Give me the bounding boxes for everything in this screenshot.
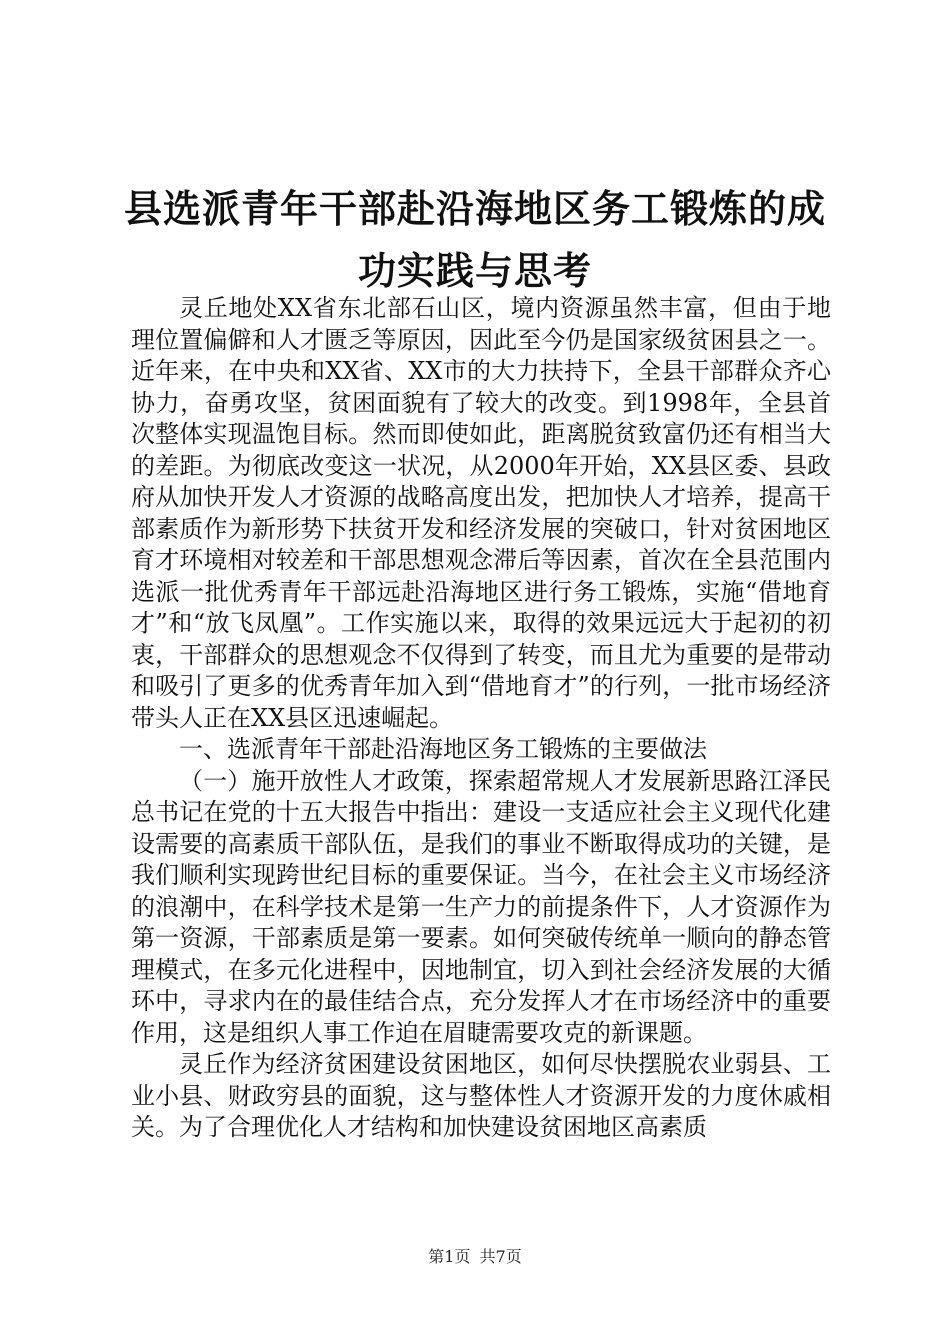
page-number: 第1页 xyxy=(428,1247,471,1266)
section-heading: 一、选派青年干部赴沿海地区务工锻炼的主要做法 xyxy=(179,735,707,763)
page-footer xyxy=(0,1244,950,1267)
paragraph-subsection-1: （一）施开放性人才政策，探索超常规人才发展新思路江泽民总书记在党的十五大报告中指出：建设一支适应社会主义现代化建设需要的高素质干部队伍，是我们的事业不断取得成功的关键，是我们顺利实现跨世纪目标的重要保证。当今，在社会主义市场经济的浪潮中，在科学技术是第一生产力的前提条件下，人才资源作为第一资源，干部素质是第一要素。如何突破传统单一顺向的静态管理模式，在多元化进程中，因地制宜，切入到社会经济发展的大循环中，寻求内在的最佳结合点，充分发挥人才在市场经济中的重要作用，这是组织人事工作迫在眉睫需要攻克的新课题。 xyxy=(131,766,831,1047)
page-total: 共7页 xyxy=(479,1247,522,1266)
paragraph-lingqiu: 灵丘作为经济贫困建设贫困地区，如何尽快摆脱农业弱县、工业小县、财政穷县的面貌，这与整体性人才资源开发的力度休戚相关。为了合理优化人才结构和加快建设贫困地区高素质 xyxy=(131,1050,831,1141)
paragraph-intro: 灵丘地处XX省东北部石山区，境内资源虽然丰富，但由于地理位置偏僻和人才匮乏等原因，因此至今仍是国家级贫困县之一。近年来，在中央和XX省、XX市的大力扶持下，全县干部群众齐心协力，奋勇攻坚，贫困面貌有了较大的改变。到1998年，全县首次整体实现温饱目标。然而即使如此，距离脱贫致富仍还有相当大的差距。为彻底改变这一状况，从2000年开始，XX县区委、县政府从加快开发人才资源的战略高度出发，把加快人才培养，提高干部素质作为新形势下扶贫开发和经济发展的突破口，针对贫困地区育才环境相对较差和干部思想观念滞后等因素，首次在全县范围内选派一批优秀青年干部远赴沿海地区进行务工锻炼，实施“借地育才”和“放飞凤凰”。工作实施以来，取得的效果远远大于起初的初衷，干部群众的思想观念不仅得到了转变，而且尤为重要的是带动和吸引了更多的优秀青年加入到“借地育才”的行列，一批市场经济带头人正在XX县区迅速崛起。 xyxy=(131,294,831,732)
document-title: 县选派青年干部赴沿海地区务工锻炼的成功实践与思考 xyxy=(123,186,826,293)
document-body xyxy=(131,293,831,1144)
